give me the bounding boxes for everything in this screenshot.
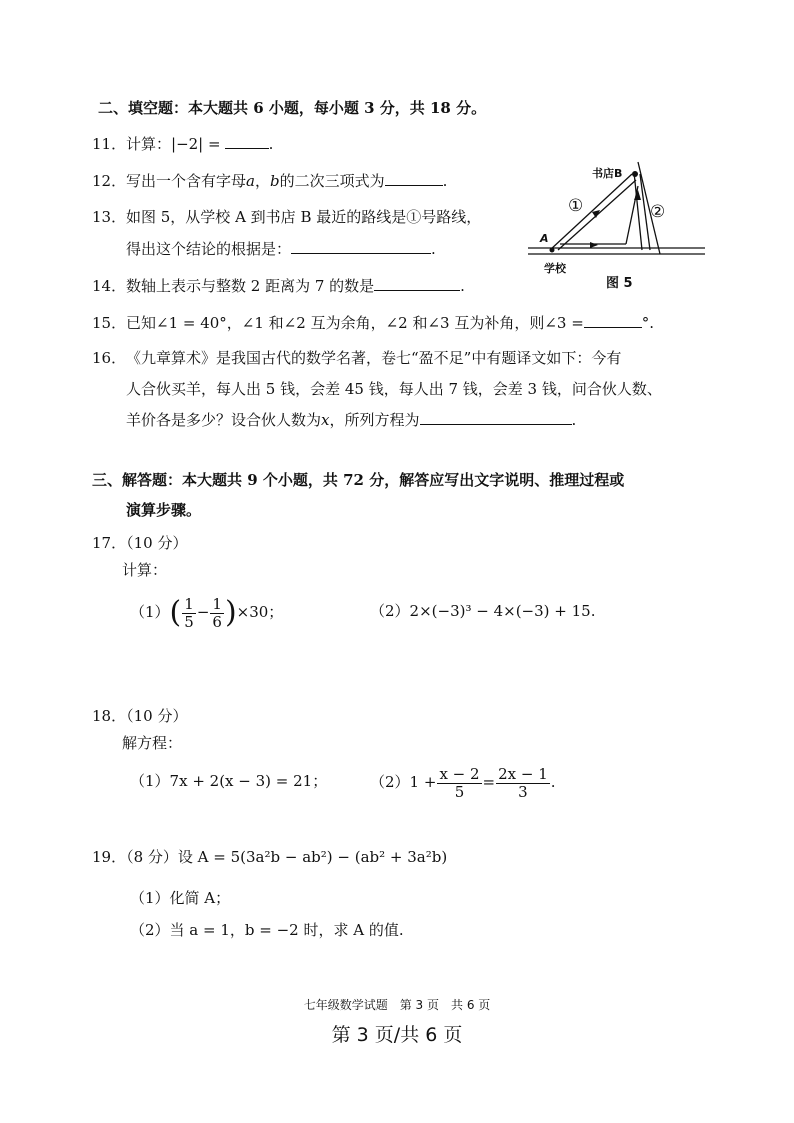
punctuation: . [442, 172, 448, 190]
question-number: 15． [92, 314, 127, 332]
question-number: 14． [92, 277, 127, 295]
question-13-line-2 [126, 238, 436, 259]
question-16-line-2: 人合伙买羊，每人出 5 钱，会差 45 钱，每人出 7 钱，会差 3 钱，问合伙人数、 [126, 380, 662, 398]
question-text: 《九章算术》是我国古代的数学名著，卷七“盈不足”中有题译文如下：今有 [126, 349, 622, 367]
question-number: 19． [92, 848, 127, 866]
variable-x: x [321, 411, 330, 429]
math-expression: 设 A = 5(3a²b − ab²) − (ab² + 3a²b) [177, 848, 448, 866]
numerator: 2x − 1 [498, 764, 548, 783]
question-16-line-1 [92, 347, 621, 368]
punctuation: . [571, 411, 577, 429]
question-19-part-2: （2）当 a = 1，b = −2 时，求 A 的值. [130, 921, 404, 939]
question-number: 11． [92, 135, 127, 153]
operator: = [482, 773, 496, 791]
fraction [437, 766, 481, 801]
answer-blank[interactable] [420, 410, 572, 425]
question-15 [92, 312, 654, 333]
question-19 [92, 846, 447, 867]
figure-caption: 图 5 [606, 276, 633, 291]
question-text: 的二次三项式为 [279, 172, 385, 190]
answer-blank[interactable] [374, 276, 460, 291]
punctuation: °. [641, 314, 655, 332]
question-11 [92, 133, 273, 154]
section-3-title-line-1: 三、解答题：本大题共 9 个小题，共 72 分，解答应写出文字说明、推理过程或 [92, 471, 625, 489]
question-text: 如图 5，从学校 A 到书店 B 最近的路线是①号路线， [126, 208, 482, 226]
answer-blank[interactable] [291, 239, 431, 254]
math-expression: |−2| = [171, 135, 221, 153]
score-label: （10 分） [126, 707, 188, 725]
score-label: （10 分） [126, 534, 188, 552]
math-expression: 1 + [409, 773, 437, 791]
punctuation: . [431, 240, 436, 258]
school-label: 学校 [544, 262, 566, 275]
denominator: 5 [184, 612, 194, 631]
score-label: （8 分） [126, 848, 178, 866]
route-1-label: ① [568, 196, 584, 216]
question-14 [92, 275, 465, 296]
part-label: （2） [370, 773, 410, 791]
question-number: 13． [92, 208, 127, 226]
question-number: 17． [92, 534, 127, 552]
section-3-title-line-2: 演算步骤。 [126, 501, 202, 519]
punctuation: ， [254, 172, 270, 190]
fraction [496, 766, 550, 801]
section-2-title: 二、填空题：本大题共 6 小题，每小题 3 分，共 18 分。 [98, 99, 487, 117]
question-text: 得出这个结论的根据是： [126, 240, 292, 258]
fraction [210, 596, 224, 631]
math-expression: ×30； [236, 603, 284, 621]
part-label: （2） [370, 602, 410, 620]
route-2-label: ② [650, 202, 666, 222]
variable-b: b [269, 172, 280, 190]
question-text: 计算： [126, 135, 172, 153]
question-17-part-2 [370, 600, 595, 621]
footer-page-number: 第 3 页/共 6 页 [331, 1024, 463, 1046]
question-number: 12． [92, 172, 127, 190]
question-18-part-1 [130, 770, 327, 791]
question-text: 羊价各是多少？设合伙人数为 [126, 411, 322, 429]
punctuation: . [550, 773, 556, 791]
question-number: 18． [92, 707, 127, 725]
numerator: 1 [212, 594, 222, 613]
question-18-instruction: 解方程： [122, 734, 183, 752]
part-label: （1） [130, 772, 170, 790]
point-a-label: A [540, 232, 549, 245]
figure-5 [520, 160, 710, 290]
question-17-header [92, 532, 187, 553]
part-label: （1） [130, 603, 170, 621]
right-paren: ) [224, 595, 237, 630]
question-12 [92, 170, 447, 191]
question-text: 已知∠1 = 40°，∠1 和∠2 互为余角，∠2 和∠3 互为补角，则∠3 = [126, 314, 584, 332]
punctuation: . [460, 277, 465, 295]
variable-a: a [246, 172, 255, 190]
denominator: 5 [454, 782, 465, 801]
denominator: 6 [212, 612, 222, 631]
math-expression: 2×(−3)³ − 4×(−3) + 15. [409, 602, 596, 620]
question-text: ，所列方程为 [329, 411, 420, 429]
question-text: 写出一个含有字母 [126, 172, 247, 190]
fraction [182, 596, 196, 631]
answer-blank[interactable] [385, 171, 443, 186]
question-text: 数轴上表示与整数 2 距离为 7 的数是 [126, 277, 375, 295]
question-18-part-2 [370, 760, 556, 804]
question-number: 16． [92, 349, 127, 367]
punctuation: . [268, 135, 274, 153]
question-19-part-1: （1）化简 A； [130, 889, 231, 907]
denominator: 3 [518, 782, 528, 801]
operator: − [196, 603, 210, 621]
question-17-instruction: 计算： [122, 561, 168, 579]
left-paren: ( [169, 595, 182, 630]
numerator: x − 2 [439, 764, 480, 783]
question-13-line-1 [92, 206, 481, 227]
footer-page-info: 七年级数学试题 第 3 页 共 6 页 [303, 998, 491, 1012]
question-18-header [92, 705, 187, 726]
answer-blank[interactable] [584, 313, 642, 328]
math-expression: 7x + 2(x − 3) = 21； [169, 772, 328, 790]
question-17-part-1 [130, 590, 283, 634]
question-16-line-3 [126, 409, 576, 430]
bookstore-label: 书店B [592, 167, 623, 180]
answer-blank[interactable] [225, 134, 269, 149]
numerator: 1 [184, 594, 194, 613]
